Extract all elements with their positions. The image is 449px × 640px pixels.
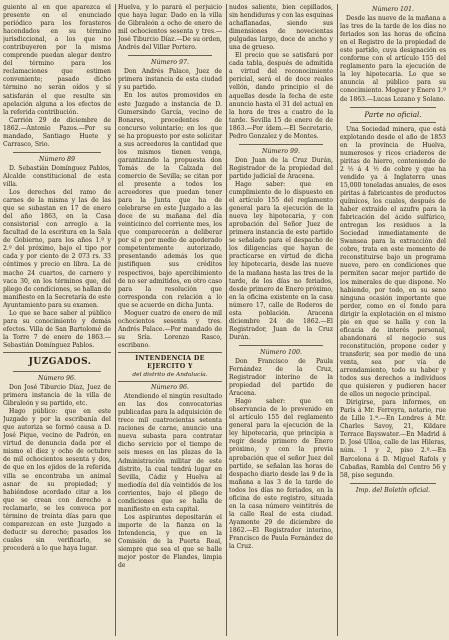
article-text: Lo que se hace saber al público para su conocimiento y demás efectos. Villa de San Bartolomé de la Torre 7 de enero de 1863.—Sebastián Domínguez Pablos. xyxy=(3,309,111,349)
article-text: Los aspirantes depositarán el importe de la fianza en la Intendencia, y que en la Comisión de la Puerta Real, siempre que sea el que se halle mejor postor de Flandes, limpia de xyxy=(118,513,222,570)
article-text: nudos saliente, bien cepillados, sin hendiduras y con las esquinas achaflanadas, siendo sus dimensiones de novecientas pulgadas largo, doce de ancho y una de grueso. xyxy=(229,4,333,52)
advertisement-text: Dirigirse, para informes, en París á Mr. Ferreyra, notario, rue de Lille 1.ª.—En Londres á Mr. Charles Savoy, 21, Kildare Terrace Bayswater.—En Madrid á D. José Ulloa, calle de las Hileras, núm. 1 y 2, piso 2.º.—En Barcelona á D. Miguel Rafols y Cabañas, Rambla del Centro 56 y 58, piso segundo. xyxy=(340,399,446,479)
article-heading: Don Andrés Palace, Juez de primera instancia de esta ciudad y su partido. xyxy=(118,68,222,92)
section-title: INTENDENCIA DE EJERCITO Y xyxy=(135,354,205,371)
notice-number: Número 96. xyxy=(150,384,190,392)
notice-number: Número 101. xyxy=(371,6,415,13)
notice-number: Número 97. xyxy=(150,59,190,67)
notice-number: Número 99. xyxy=(261,147,301,155)
article-text: Hago saber: que en cumplimiento de lo dispuesto en el artículo 155 del reglamento general para la ejecución de la nueva ley hipotecaria, y con aprobación del Señor Juez de primera instancia de este partido se señalado para el despacho de los diligencias que hayan de practicarse en virtud de dicha ley hipotecaria, desde las nueve de la mañana hasta las tres de la tarde, de los días no feriados, desde primero de Enero próximo, en la oficina existente en la casa número 17, calle de Roderos de esta población. Aracena diciembre 24 de 1862.—El Registrador, Juan de la Cruz Durán. xyxy=(229,180,333,341)
article-text: Huelva, y lo parará el perjuicio que haya lugar. Dado en la villa de Gibraleón a ocho de enero de mil ochocientos sesenta y tres.—José Tiburcio Díaz.—De su orden, Andrés del Villar Portero. xyxy=(118,4,222,52)
article-heading: Don Juan de la Cruz Durán, Registrador de la propiedad del partido judicial de Aracena. xyxy=(229,156,333,180)
column-rule xyxy=(115,4,116,636)
article-heading: D. Sebastián Domínguez Pablos, Alcalde constitucional de esta villa. xyxy=(3,164,111,188)
advertisement-text: Una Sociedad minera, que está explotando desde el año de 1853 en la provincia de Huelva, numerosos y ricos criaderos de piritas de hierro, conteniendo de 2 ½ á 4 ½ de cobre y que ha vendido ya á Inglaterra unas 15,000 toneladas anuales, de esos piritas á fabricantes de productos químicos, los cuales, después de haber extraído el azufre para la fabricación del ácido sulfúrico, entregan los residuos a la Sociedad inmediatamente de Swansea para la extracción del cobre, trata en este momento de reconstituirse bajo un programa nuevo, pero en condiciones que permiten sacar mejor partido de los minerales de que dispone. No habiendo, por todo, en su seno ninguna ocasión importante que perder, como en el fondo para dirigir la explotación en el mismo pie en que se halla y con la eficacia de interés personal, abandonará el negocio sus reconstitución, propone ceder y transferir, sea por medio de una venta, sea por vía de arrendamiento, todo su haber y todos sus derechos a individuos que quisieren y pudieren hacer de ellos un negocio principal. xyxy=(340,125,446,399)
divider xyxy=(350,122,436,123)
article-text: Desde las nueve de la mañana a las tres de la tarde de los días no feriados son las horas de oficina en el Registro de la propiedad de este partido, cuya designación es conforme con el artículo 155 del reglamento para la ejecución de la ley hipotecaria. Lo que se anuncia al público para su conocimiento. Moguer y Enero 1.º de 1863.—Lucas Lozano y Solano. xyxy=(340,15,446,103)
column-rule xyxy=(337,4,338,636)
divider xyxy=(3,352,111,353)
section-title: Parte no oficial. xyxy=(364,109,422,119)
column-rule xyxy=(226,4,227,636)
article-heading: Don Francisco de Paula Fernández de la Cruz, Registrador interino de la propiedad del partido de Aracena. xyxy=(229,357,333,398)
article-text: Atendiendo el ningún resultado en las dos convocatorias publicadas para la adquisición de trece mil cuatrocientas setenta raciones de carne, anuncio una nueva subasta para contratar dicho servicio por el tiempo de seis meses en las plazas de la Administración militar de este distrito, la cual tendrá lugar en Sevilla, Cádiz y Huelva al mediodía del día veintidós de los corrientes, bajo el pliego de condiciones que se halla de manifiesto en esta capital. xyxy=(118,393,222,513)
section-subtitle: del distrito de Andalucía. xyxy=(132,372,208,379)
section-title: JUZGADOS. xyxy=(28,356,92,367)
article-text: Hago público: que en este Juzgado y por la escribanía del que autoriza se formó causa a D. José Pique, vecino de Padrón, en virtud de denuncia dada por el mismo el diez y ocho de octubre de mil ochocientos sesenta y dos, de que en los ejidos de la referida villa se encontraba un animal asnar de su propiedad; y habiéndose acordado citar a los que se crean con derecho a reclamarlo, se les convoca por término de treinta días para que comparezcan en este Juzgado a deducir su derecho; pasados los cuales sin verificarlo, se procederá a lo que haya lugar. xyxy=(3,408,111,552)
divider xyxy=(128,55,212,56)
article-text: Los derechos del ramo de carnes de la misma y las de las que se subastan en 17 de enero del año 1863, en la Casa consistorial con arreglo a la facultad de la escritura en la Sala de Gobierno, para los años 1.º y 2.º del próximo, bajo el tipo por cada y por ciento de 2 073 rs. 33 céntimos y precio en libra. La de macho 24 cuartos, de carnero y vaca 30, en los términos que, del pliego de condiciones, se hallan de manifiesto en la Secretaría de este Ayuntamiento para su examen. xyxy=(3,189,111,309)
article-text: Hago saber: que en observancia de lo prevenido en el artículo 155 del reglamento general para la ejecución de la ley hipotecaria, que principia a regir desde primero de Enero próximo, y con la previa aprobación que el señor Juez del partido, se señalan las horas de despacho diario desde las 9 de la mañana a las 3 de la tarde de todos los días no feriados, en la oficina de este registro, situada en la casa número veintitrés de la calle Real de esta ciudad. Ayamonte 29 de diciembre de 1862.—El Registrador interino, Francisco de Paula Fernández de la Cruz. xyxy=(229,398,333,551)
divider xyxy=(118,352,222,353)
article-heading: Don José Tiburcio Díaz, Juez de primera instancia de la villa de Gibraleón y su partido, etc. xyxy=(3,384,111,408)
article-text: En los autos promovidos en este Juzgado a instancia de D. Gumersindo García, vecino de Bonares, procedentes de concurso voluntario; en los que se ha propuesto por este solicitar a sus acreedores la cantidad que los mismos tienen venga, garantizando la propuesta don Tomás de la Calzada del comercio de Sevilla; se citan por el presente a todos los acreedores que puedan tener para la Junta que ha de celebrarse en este Juzgado a las doce de su mañana del día veinticinco del corriente mes, los que comparecerán a deliberar por sí o por medio de apoderado competentemente autorizado, presentando además los que justifiquen sus créditos respectivos, bajo apercibimiento de no ser admitidos, en otro caso para la resolución que corresponda con relación a lo que se acuerde en dicha Junta. xyxy=(118,92,222,309)
divider xyxy=(13,152,101,153)
divider xyxy=(239,144,323,145)
divider xyxy=(13,371,101,372)
article-signature: Moguer cuatro de enero de mil ochocientos sesenta y tres. Andrés Palace.—Por mandado de su Sría. Lorenzo Rasco, escribano. xyxy=(118,309,222,349)
column-2 xyxy=(118,4,222,638)
divider xyxy=(350,107,436,108)
notice-number: Número 100. xyxy=(259,348,303,356)
notice-number: Número 89 xyxy=(38,155,76,163)
divider xyxy=(239,345,323,346)
column-3 xyxy=(229,4,333,638)
divider xyxy=(350,483,436,484)
column-4 xyxy=(340,4,446,638)
column-1 xyxy=(3,4,111,638)
printer-imprint: Imp. del Boletín oficial. xyxy=(355,486,431,494)
article-signature: Carrión 29 de diciembre de 1862.—Antonio Pazos.—Por su mandado, Santiago Huete y Carrasco, Srio. xyxy=(3,116,111,148)
notice-number: Número 96. xyxy=(37,374,77,382)
article-text: guiente al en que aparezca el presente en el enunciado periódico para los forasteros hacendados en su término jurisdiccional, a los que no contribuyeren por la misma comprende puedan alegar dentro del término para los reclamaciones que estimen conveniente; pasado dicho término no serán oídos y sí satisfarán el que resulte sin apelación alguna a los efectos de la referida contribución. xyxy=(3,4,111,116)
divider xyxy=(118,381,222,382)
article-text: El precio que se satisfará por cada tabla, después de admitida a virtud del reconocimiento pericial, será el de doce reales vellón, dando principio el de aquellas desde la fecha de este anuncio hasta el 31 del actual en la hora de tres a cuatro de la tarde. Sevilla 15 de enero de de 1863.—Por ídem.—El Secretario, Pedro Gonzalez y de Montes. xyxy=(229,52,333,140)
